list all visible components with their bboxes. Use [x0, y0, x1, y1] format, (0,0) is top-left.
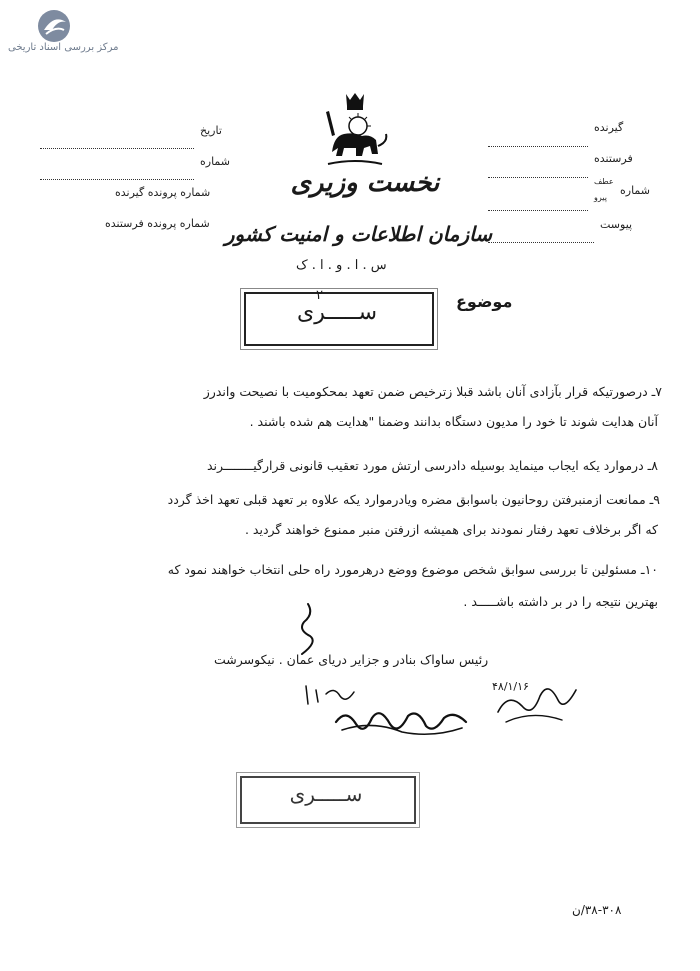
enclosure-label: پیوست — [600, 218, 633, 231]
letterhead-title: نخست وزیری — [290, 168, 440, 198]
organization-name: سازمان اطلاعات و امنیت کشور — [224, 222, 492, 246]
handwritten-signature — [492, 672, 582, 732]
number-line-left — [40, 165, 194, 184]
sender-file-label: شماره پرونده فرستنده — [105, 217, 210, 230]
recipient-line — [488, 132, 588, 151]
signature-date: ۴۸/۱/۱۶ — [492, 680, 529, 693]
follow-label: پیرو — [594, 193, 607, 202]
body-line-4: ۹ـ ممانعت ازمنبرفتن روحانیون باسوابق مضره ویادرموارد یکه علاوه بر تعهد قبلی تعهد اخذ گردد — [167, 492, 660, 507]
signature-title: رئیس ساواک بنادر و جزایر دریای عمان . نیکوسرشت — [214, 652, 489, 667]
body-line-3: ۸ـ درموارد یکه ایجاب مینماید بوسیله دادرسی ارتش مورد تعقیب قانونی قرارگیــــــــرند — [207, 458, 658, 473]
subject-label: موضوع — [456, 292, 513, 311]
copy-number: ۲ — [316, 288, 323, 303]
body-line-1: ۷ـ درصورتیکه قرار بآزادی آنان باشد قبلا زترخیص ضمن تعهد بمحکومیت با نصیحت واندرز — [203, 384, 662, 399]
body-line-2: آنان هدایت شوند تا خود را مدیون دستگاه بدانند وضمنا "هدایت هم شده باشند . — [249, 414, 658, 429]
recipient-file-label: شماره پرونده گیرنده — [115, 186, 211, 199]
sender-label: فرستنده — [594, 152, 633, 165]
archive-logo-icon — [36, 8, 72, 44]
enclosure-line — [488, 228, 594, 247]
watermark-text: مرکز بررسی اسناد تاریخی — [8, 42, 119, 53]
body-line-6: ۱۰ـ مسئولین تا بررسی سوابق شخص موضوع ووضع درهرمورد راه حلی انتخاب خواهند نمود که — [167, 562, 658, 577]
classification-label: ســـــری — [296, 300, 378, 325]
date-label: تاریخ — [200, 124, 222, 137]
date-line — [40, 134, 194, 153]
sender-line — [488, 163, 588, 182]
number-label-left: شماره — [200, 155, 231, 168]
document-number: ۳۸-۳۰۸/ن — [572, 903, 622, 917]
attach-label: عطف — [594, 177, 614, 186]
number-line-right — [488, 196, 588, 215]
number-label-right: شماره — [620, 184, 651, 197]
recipient-label: گیرنده — [594, 121, 624, 134]
lion-and-sun-crown-icon — [318, 90, 392, 174]
body-line-5: که اگر برخلاف تعهد رفتار نمودند برای همیشه ازرفتن منبر ممنوع خواهند گردید . — [244, 522, 658, 537]
body-line-7: بهترین نتیجه را در بر داشته باشـــــد . — [463, 594, 658, 609]
classification-label-bottom: ســـــری — [289, 782, 363, 806]
handwritten-signature-scribble — [332, 702, 472, 742]
handwritten-flourish — [290, 600, 330, 660]
reference-code: س . ا . و . ا . ک — [296, 258, 387, 273]
